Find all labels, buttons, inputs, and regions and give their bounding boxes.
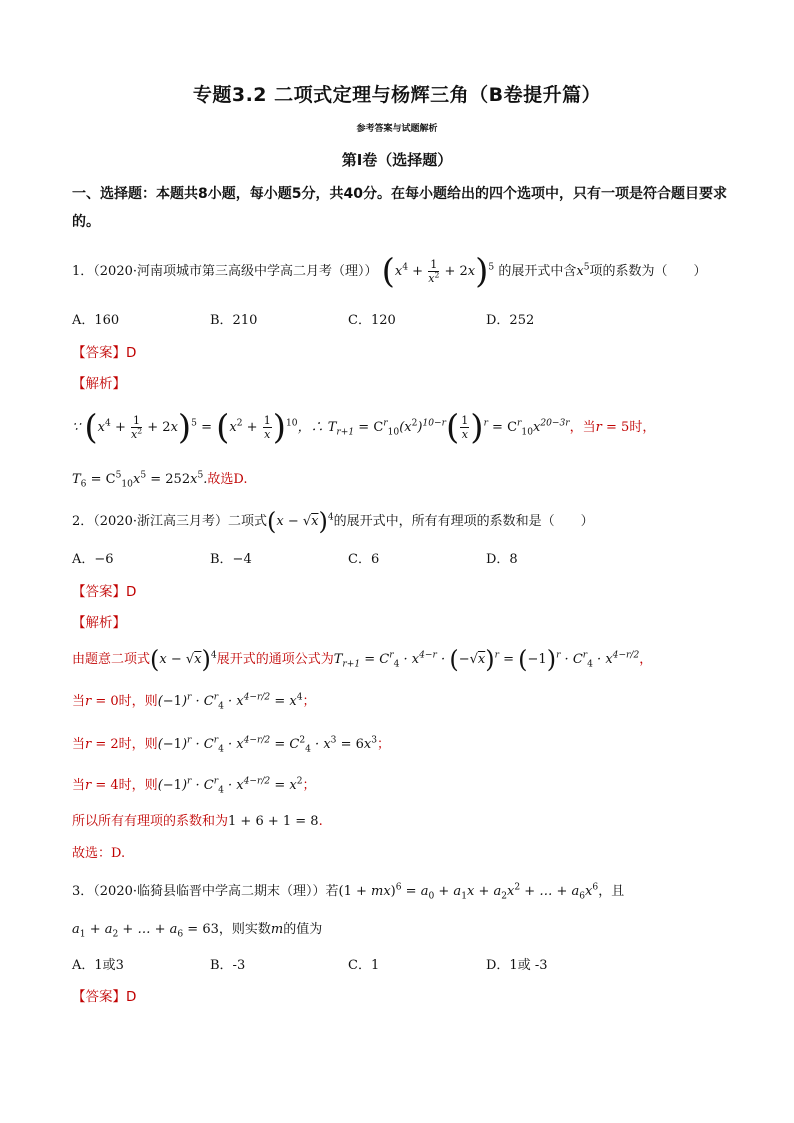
question-2-case-r4: 当r = 4时，则$(-1)^r \cdot C^r_4 \cdot x^{4-r/2} = x^2$； xyxy=(72,776,316,796)
question-2-option-a: A．−6 xyxy=(72,552,114,567)
question-3-option-b: B．-3 xyxy=(210,958,246,973)
question-1-option-b: B．210 xyxy=(210,313,258,328)
question-2-option-b: B．−4 xyxy=(210,552,252,567)
question-1-stem xyxy=(72,251,707,292)
question-1-option-a: A．160 xyxy=(72,313,120,328)
question-3-answer: 【答案】D xyxy=(72,989,137,1005)
question-1-prefix: 1．（2020·河南项城市第三高级中学高二月考（理）） xyxy=(72,264,378,279)
question-3-option-c: C．1 xyxy=(348,958,380,973)
question-1-mid: 的展开式中含 xyxy=(498,264,577,279)
question-2-answer: 【答案】D xyxy=(72,584,137,600)
question-1-analysis-label: 【解析】 xyxy=(72,376,126,392)
question-1-suffix: 项的系数为（ ） xyxy=(589,264,707,279)
question-2-solution-line-1: 由题意二项式$(x - √x)^4$展开式的通项公式为$T_{r+1} = C^r_4 \cdot x^{4-r} \cdot (-√x)^r = (-1)^r \cdot C^r_4 \cdot x^{4-r/2}$， xyxy=(72,645,653,674)
question-3-stem-line-1: 3．（2020·临猗县临晋中学高二期末（理））若$(1 + mx)^6 = a_0 + a_1x + a_2x^2$ + … + $a_6x^6$，且 xyxy=(72,882,625,902)
question-2-option-c: C．6 xyxy=(348,552,380,567)
question-3-option-d: D．1或 -3 xyxy=(486,958,548,973)
page-subtitle: 参考答案与试题解析 xyxy=(356,124,438,134)
answer-value: D xyxy=(126,345,137,361)
volume-heading: 第Ⅰ卷（选择题） xyxy=(341,151,453,169)
question-2-stem: 2．（2020·浙江高三月考）二项式$(x - √x)^4$的展开式中，所有有理项的系数和是（ ） xyxy=(72,507,594,536)
question-2-case-r2: 当r = 2时，则$(-1)^r \cdot C^r_4 \cdot x^{4-r/2} = C^2_4 \cdot x^3 = 6x^3$； xyxy=(72,735,391,755)
page-title: 专题3.2 二项式定理与杨辉三角（B卷提升篇） xyxy=(192,84,602,106)
question-1-answer xyxy=(72,341,136,361)
question-1-expression: ($x^4$ + $\frac{1}{x^2}$ + 2x)$^5$ xyxy=(381,251,495,292)
question-2-sum: 所以所有有理项的系数和为1 + 6 + 1 = 8. xyxy=(72,814,323,829)
question-2-analysis-label: 【解析】 xyxy=(72,615,126,631)
question-2-case-r0: 当r = 0时，则$(-1)^r \cdot C^r_4 \cdot x^{4-r/2} = x^4$； xyxy=(72,692,316,712)
answer-label: 【答案】 xyxy=(72,345,126,361)
section-instructions: 一、选择题：本题共8小题，每小题5分，共40分。在每小题给出的四个选项中，只有一项是符合题目要求的。 xyxy=(72,186,727,230)
question-2-expression: $(x - √x)^4$ xyxy=(267,507,334,536)
question-2-conclusion: 故选：D. xyxy=(72,846,126,861)
question-2-option-d: D．8 xyxy=(486,552,518,567)
question-1-option-c: C．120 xyxy=(348,313,396,328)
question-1-option-d: D．252 xyxy=(486,313,535,328)
question-1-term: $x^5$ xyxy=(576,262,590,279)
question-3-option-a: A．1或3 xyxy=(72,958,124,973)
question-1-solution-line-2: $T_6 = C^5_{10}x^5 = 252x^5$.故选D. xyxy=(72,470,248,490)
question-3-stem-line-2: $a_1 + a_2$ + … + $a_6 = 63$，则实数m的值为 xyxy=(72,922,323,940)
question-1-solution-line-1: ∵ ($x^4$ + $\frac{1}{x^2}$ + $2x)^5 = (x^2$ + $\frac{1}{x}$ )$^{10}$，∴ $T_{r+1} = C^r_{10}(x^2)^{10-r}$( $\frac{1}{x}$ )$^r = C^r_{10}x^{20-3r}$，当r = 5时， xyxy=(72,407,656,448)
